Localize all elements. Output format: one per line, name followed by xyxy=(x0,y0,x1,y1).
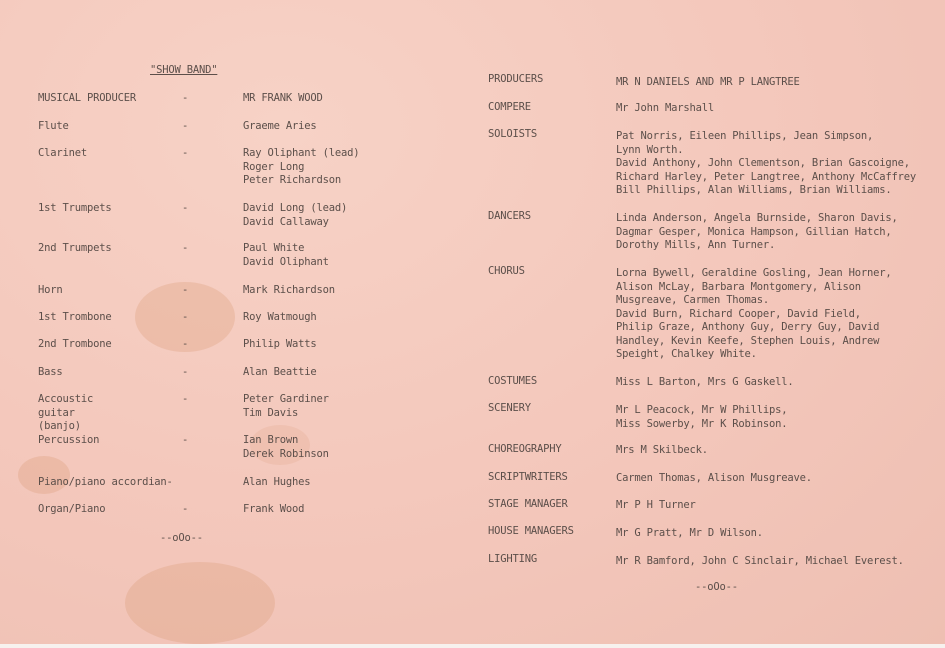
credit-label: SCENERY xyxy=(488,402,531,414)
stain-mark xyxy=(18,456,70,494)
player-name: Peter Gardiner xyxy=(243,393,329,405)
credit-label: CHORUS xyxy=(488,265,525,277)
credit-line: Mr L Peacock, Mr W Phillips, xyxy=(616,404,788,416)
player-name: MR FRANK WOOD xyxy=(243,92,323,104)
instrument-name: Piano/piano accordian- xyxy=(38,476,173,488)
dash: - xyxy=(182,147,189,159)
credit-line: Miss Sowerby, Mr K Robinson. xyxy=(616,417,788,430)
credit-line: Richard Harley, Peter Langtree, Anthony McCaffrey xyxy=(616,170,916,183)
credit-value xyxy=(616,130,916,198)
credit-label: SOLOISTS xyxy=(488,128,537,140)
credit-line: Dagmar Gesper, Monica Hampson, Gillian Hatch, xyxy=(616,225,892,238)
credit-line: Linda Anderson, Angela Burnside, Sharon Davis, xyxy=(616,212,898,224)
credit-line: Speight, Chalkey White. xyxy=(616,348,757,360)
dash: - xyxy=(182,366,189,378)
credit-label: PRODUCERS xyxy=(488,73,544,85)
player-name: Frank Wood xyxy=(243,503,305,515)
credit-line: Pat Norris, Eileen Phillips, Jean Simpson, xyxy=(616,130,874,142)
dash: - xyxy=(182,311,189,323)
credit-line: Bill Phillips, Alan Williams, Brian Williams. xyxy=(616,184,892,196)
credit-value xyxy=(616,472,812,486)
dash: - xyxy=(182,202,189,214)
player-name: Roger Long xyxy=(243,160,305,173)
credit-line: Lorna Bywell, Geraldine Gosling, Jean Horner, xyxy=(616,267,892,279)
instrument-name: Clarinet xyxy=(38,147,87,159)
dash: - xyxy=(182,338,189,350)
player-name: Alan Hughes xyxy=(243,476,311,488)
credits-separator: --oOo-- xyxy=(695,581,738,593)
player-name: Derek Robinson xyxy=(243,447,329,460)
credit-line: Mr G Pratt, Mr D Wilson. xyxy=(616,527,763,539)
credit-label: HOUSE MANAGERS xyxy=(488,525,574,537)
player-name: Alan Beattie xyxy=(243,366,317,378)
player-name: Ian Brown xyxy=(243,434,299,446)
credit-label: CHOREOGRAPHY xyxy=(488,443,562,455)
credit-value xyxy=(616,376,794,390)
player-name: Tim Davis xyxy=(243,406,299,419)
credit-value xyxy=(616,527,763,541)
credit-label: SCRIPTWRITERS xyxy=(488,471,568,483)
credit-value xyxy=(616,499,696,513)
credit-value xyxy=(616,212,898,253)
instrument-name: 1st Trumpets xyxy=(38,202,112,214)
band-separator: --oOo-- xyxy=(160,532,203,544)
credit-line: Mr P H Turner xyxy=(616,499,696,511)
dash: - xyxy=(182,242,189,254)
credit-line: Handley, Kevin Keefe, Stephen Louis, Andrew xyxy=(616,334,880,347)
stain-mark xyxy=(125,562,275,644)
credit-value xyxy=(616,102,714,116)
instrument-name: MUSICAL PRODUCER xyxy=(38,92,136,104)
paper-edge xyxy=(0,644,945,648)
credit-line: David Burn, Richard Cooper, David Field, xyxy=(616,307,861,320)
instrument-name: Organ/Piano xyxy=(38,503,106,515)
credit-label: COMPERE xyxy=(488,101,531,113)
player-name: Paul White xyxy=(243,242,305,254)
dash: - xyxy=(182,284,189,296)
credit-line: Alison McLay, Barbara Montgomery, Alison xyxy=(616,280,861,293)
credit-line: Dorothy Mills, Ann Turner. xyxy=(616,239,776,251)
credit-label: DANCERS xyxy=(488,210,531,222)
credit-line: David Anthony, John Clementson, Brian Gascoigne, xyxy=(616,157,910,169)
credit-value xyxy=(616,555,904,569)
credit-line: Miss L Barton, Mrs G Gaskell. xyxy=(616,376,794,388)
credit-value xyxy=(616,76,800,90)
instrument-name: Accoustic guitar (banjo) xyxy=(38,393,94,432)
instrument-name: Flute xyxy=(38,120,69,132)
credit-line: Mr John Marshall xyxy=(616,102,714,114)
credit-line: Lynn Worth. xyxy=(616,143,684,156)
credit-line: MR N DANIELS AND MR P LANGTREE xyxy=(616,76,800,88)
instrument-name: Horn xyxy=(38,284,63,296)
credit-value xyxy=(616,404,787,431)
credit-value xyxy=(616,267,891,362)
credit-line: Carmen Thomas, Alison Musgreave. xyxy=(616,472,812,484)
instrument-name: 1st Trombone xyxy=(38,311,112,323)
dash: - xyxy=(182,120,189,132)
instrument-name: Percussion xyxy=(38,434,100,446)
credit-label: LIGHTING xyxy=(488,553,537,565)
player-name: Philip Watts xyxy=(243,338,317,350)
instrument-name: Bass xyxy=(38,366,63,378)
dash: - xyxy=(182,503,189,515)
dash: - xyxy=(182,393,189,405)
credit-value xyxy=(616,444,708,458)
credit-line: Musgreave, Carmen Thomas. xyxy=(616,294,770,306)
dash: - xyxy=(182,92,189,104)
band-title: "SHOW BAND" xyxy=(150,64,218,76)
instrument-name: 2nd Trumpets xyxy=(38,242,112,254)
player-name: Ray Oliphant (lead) xyxy=(243,147,360,159)
player-name: Peter Richardson xyxy=(243,174,341,186)
player-name: David Oliphant xyxy=(243,255,329,268)
credit-label: COSTUMES xyxy=(488,375,537,387)
player-name: David Callaway xyxy=(243,215,329,228)
credit-line: Mr R Bamford, John C Sinclair, Michael Everest. xyxy=(616,555,904,567)
player-name: David Long (lead) xyxy=(243,202,348,214)
dash: - xyxy=(182,434,189,446)
player-name: Mark Richardson xyxy=(243,284,335,296)
player-name: Roy Watmough xyxy=(243,311,317,323)
player-name: Graeme Aries xyxy=(243,120,317,132)
credit-label: STAGE MANAGER xyxy=(488,498,568,510)
instrument-name: 2nd Trombone xyxy=(38,338,112,350)
credit-line: Philip Graze, Anthony Guy, Derry Guy, David xyxy=(616,321,880,333)
credit-line: Mrs M Skilbeck. xyxy=(616,444,708,456)
